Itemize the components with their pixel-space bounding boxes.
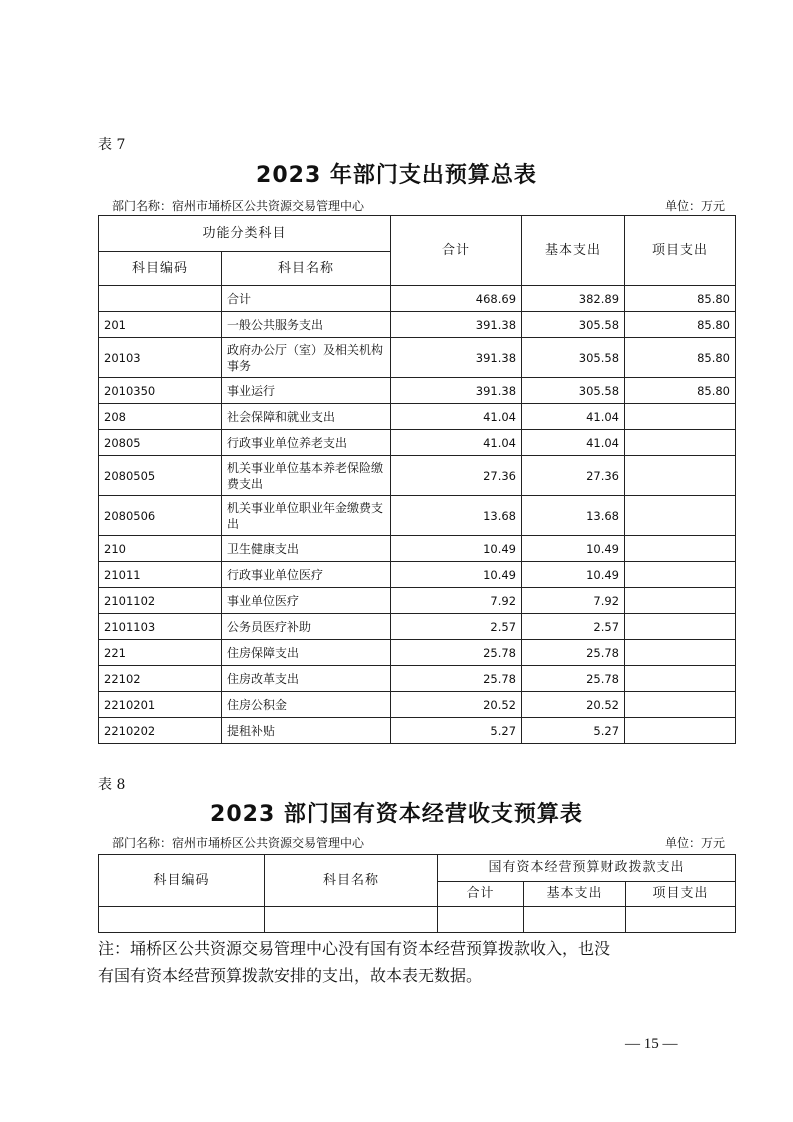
header-total: 合计 bbox=[391, 216, 522, 286]
row-total: 25.78 bbox=[391, 640, 522, 666]
row-code: 2080505 bbox=[99, 456, 222, 496]
row-basic: 305.58 bbox=[522, 338, 625, 378]
header-basic: 基本支出 bbox=[522, 216, 625, 286]
table8-label: 表 8 bbox=[98, 777, 126, 793]
header-func-class: 功能分类科目 bbox=[99, 216, 391, 252]
row-total: 27.36 bbox=[391, 456, 522, 496]
row-basic: 10.49 bbox=[522, 536, 625, 562]
row-total: 391.38 bbox=[391, 312, 522, 338]
row-project: 85.80 bbox=[625, 312, 736, 338]
row-code: 2101102 bbox=[99, 588, 222, 614]
row-total: 41.04 bbox=[391, 404, 522, 430]
row-basic: 10.49 bbox=[522, 562, 625, 588]
row-total: 10.49 bbox=[391, 562, 522, 588]
t8-empty-cell bbox=[626, 907, 736, 933]
table8-title: 2023 部门国有资本经营收支预算表 bbox=[210, 802, 583, 827]
row-name: 机关事业单位基本养老保险缴费支出 bbox=[222, 456, 391, 496]
table-row bbox=[99, 640, 736, 666]
row-project bbox=[625, 562, 736, 588]
table8-note bbox=[98, 935, 610, 989]
row-code: 2101103 bbox=[99, 614, 222, 640]
row-project bbox=[625, 456, 736, 496]
row-total: 391.38 bbox=[391, 378, 522, 404]
table7-dept-name: 部门名称：宿州市埇桥区公共资源交易管理中心 bbox=[112, 199, 365, 213]
row-code: 20103 bbox=[99, 338, 222, 378]
state-capital-budget-table bbox=[98, 854, 736, 933]
table7-title: 2023 年部门支出预算总表 bbox=[256, 163, 537, 188]
row-code: 2010350 bbox=[99, 378, 222, 404]
row-project: 85.80 bbox=[625, 286, 736, 312]
row-code: 2210201 bbox=[99, 692, 222, 718]
t8-header-code: 科目编码 bbox=[99, 855, 265, 907]
row-name: 合计 bbox=[222, 286, 391, 312]
row-project: 85.80 bbox=[625, 338, 736, 378]
row-basic: 305.58 bbox=[522, 312, 625, 338]
table-row bbox=[99, 536, 736, 562]
row-project bbox=[625, 692, 736, 718]
header-name: 科目名称 bbox=[222, 252, 391, 286]
table-row bbox=[99, 692, 736, 718]
row-basic: 2.57 bbox=[522, 614, 625, 640]
table7-unit: 单位：万元 bbox=[664, 199, 725, 213]
row-basic: 41.04 bbox=[522, 430, 625, 456]
row-total: 10.49 bbox=[391, 536, 522, 562]
table7-label: 表 7 bbox=[98, 137, 126, 153]
row-code: 221 bbox=[99, 640, 222, 666]
row-basic: 41.04 bbox=[522, 404, 625, 430]
t8-empty-cell bbox=[99, 907, 265, 933]
t8-header-group: 国有资本经营预算财政拨款支出 bbox=[438, 855, 736, 882]
t8-empty-cell bbox=[524, 907, 626, 933]
row-code: 21011 bbox=[99, 562, 222, 588]
row-name: 事业运行 bbox=[222, 378, 391, 404]
row-basic: 27.36 bbox=[522, 456, 625, 496]
row-project bbox=[625, 536, 736, 562]
row-basic: 25.78 bbox=[522, 666, 625, 692]
row-project bbox=[625, 640, 736, 666]
header-code: 科目编码 bbox=[99, 252, 222, 286]
table8-unit: 单位：万元 bbox=[664, 836, 725, 850]
t8-header-project: 项目支出 bbox=[626, 882, 736, 907]
table-row bbox=[99, 614, 736, 640]
row-project bbox=[625, 588, 736, 614]
t8-header-name: 科目名称 bbox=[265, 855, 438, 907]
row-project: 85.80 bbox=[625, 378, 736, 404]
row-name: 事业单位医疗 bbox=[222, 588, 391, 614]
row-total: 391.38 bbox=[391, 338, 522, 378]
table-row bbox=[99, 430, 736, 456]
row-code: 2210202 bbox=[99, 718, 222, 744]
row-basic: 7.92 bbox=[522, 588, 625, 614]
row-total: 41.04 bbox=[391, 430, 522, 456]
row-name: 住房公积金 bbox=[222, 692, 391, 718]
table-row bbox=[99, 718, 736, 744]
table-row bbox=[99, 666, 736, 692]
row-project bbox=[625, 404, 736, 430]
row-basic: 382.89 bbox=[522, 286, 625, 312]
row-project bbox=[625, 614, 736, 640]
row-basic: 5.27 bbox=[522, 718, 625, 744]
row-project bbox=[625, 496, 736, 536]
row-total: 2.57 bbox=[391, 614, 522, 640]
table-row bbox=[99, 338, 736, 378]
table-row bbox=[99, 404, 736, 430]
row-project bbox=[625, 666, 736, 692]
table8-dept-name: 部门名称：宿州市埇桥区公共资源交易管理中心 bbox=[112, 836, 365, 850]
t8-empty-cell bbox=[265, 907, 438, 933]
row-name: 卫生健康支出 bbox=[222, 536, 391, 562]
row-code: 210 bbox=[99, 536, 222, 562]
row-name: 行政事业单位养老支出 bbox=[222, 430, 391, 456]
page-number: — 15 — bbox=[625, 1036, 678, 1052]
table-row bbox=[99, 456, 736, 496]
row-total: 7.92 bbox=[391, 588, 522, 614]
row-name: 一般公共服务支出 bbox=[222, 312, 391, 338]
t8-header-basic: 基本支出 bbox=[524, 882, 626, 907]
note-line-1: 注：埇桥区公共资源交易管理中心没有国有资本经营预算拨款收入，也没 bbox=[98, 939, 611, 958]
row-basic: 25.78 bbox=[522, 640, 625, 666]
row-name: 公务员医疗补助 bbox=[222, 614, 391, 640]
table-row bbox=[99, 496, 736, 536]
row-total: 13.68 bbox=[391, 496, 522, 536]
row-total: 5.27 bbox=[391, 718, 522, 744]
table-row bbox=[99, 312, 736, 338]
row-name: 行政事业单位医疗 bbox=[222, 562, 391, 588]
t8-header-total: 合计 bbox=[438, 882, 524, 907]
row-name: 机关事业单位职业年金缴费支出 bbox=[222, 496, 391, 536]
row-name: 住房改革支出 bbox=[222, 666, 391, 692]
row-basic: 305.58 bbox=[522, 378, 625, 404]
row-name: 提租补贴 bbox=[222, 718, 391, 744]
row-code: 2080506 bbox=[99, 496, 222, 536]
row-basic: 20.52 bbox=[522, 692, 625, 718]
row-project bbox=[625, 718, 736, 744]
row-name: 政府办公厅（室）及相关机构事务 bbox=[222, 338, 391, 378]
row-basic: 13.68 bbox=[522, 496, 625, 536]
row-code: 20805 bbox=[99, 430, 222, 456]
row-code bbox=[99, 286, 222, 312]
row-code: 22102 bbox=[99, 666, 222, 692]
row-code: 201 bbox=[99, 312, 222, 338]
budget-expenditure-table bbox=[98, 215, 736, 744]
row-code: 208 bbox=[99, 404, 222, 430]
table-row bbox=[99, 286, 736, 312]
row-name: 社会保障和就业支出 bbox=[222, 404, 391, 430]
row-total: 25.78 bbox=[391, 666, 522, 692]
note-line-2: 有国有资本经营预算拨款安排的支出，故本表无数据。 bbox=[98, 966, 483, 985]
t8-empty-cell bbox=[438, 907, 524, 933]
row-name: 住房保障支出 bbox=[222, 640, 391, 666]
table-row bbox=[99, 562, 736, 588]
row-total: 20.52 bbox=[391, 692, 522, 718]
table-row bbox=[99, 378, 736, 404]
header-project: 项目支出 bbox=[625, 216, 736, 286]
row-project bbox=[625, 430, 736, 456]
row-total: 468.69 bbox=[391, 286, 522, 312]
table-row bbox=[99, 588, 736, 614]
